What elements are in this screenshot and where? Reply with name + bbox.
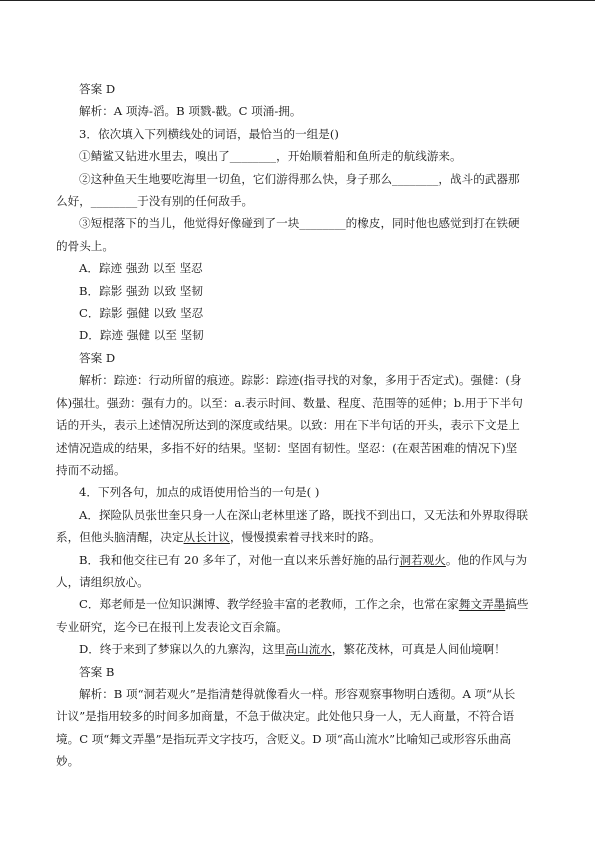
option-text: ，慢慢摸索着寻找来时的路。 xyxy=(229,530,381,545)
question-4-option-d-line-1 xyxy=(56,638,542,660)
question-4-option-a-line-2 xyxy=(56,526,542,548)
question-3-sentence-2-line-1: ②这种鱼天生地要吃海里一切鱼，它们游得那么快，身子那么________，战斗的武器那 xyxy=(79,171,520,186)
option-text: 系，但他头脑清醒，决定 xyxy=(56,530,184,545)
question-3-analysis-line-2: 体)强壮。强劲：强有力的。以至：a.表示时间、数量、程度、范围等的延伸；b.用于下半句 xyxy=(56,395,523,410)
question-3-analysis-line-4: 述情况造成的结果，多指不好的结果。坚韧：坚固有韧性。坚忍：(在艰苦困难的情况下)坚 xyxy=(56,440,518,455)
underlined-idiom: 舞文弄墨 xyxy=(458,597,506,612)
option-text: D．终于来到了梦寐以久的九寨沟，这里 xyxy=(79,642,286,657)
option-text: 。他的作风与为 xyxy=(445,552,528,567)
question-3-option-d: D．踪迹 强健 以至 坚韧 xyxy=(79,328,204,343)
question-4-analysis-line-1: 解析：B 项“洞若观火”是指清楚得就像看火一样。形容观察事物明白透彻。A 项“从长 xyxy=(79,686,516,701)
question-3-option-b: B．踪影 强劲 以致 坚韧 xyxy=(79,283,203,298)
question-3-analysis-line-1: 解析：踪迹：行动所留的痕迹。踪影：踪迹(指寻找的对象，多用于否定式)。强健：(身 xyxy=(79,373,522,388)
question-3-option-c: C．踪影 强健 以致 坚忍 xyxy=(79,306,204,321)
question-4-analysis-line-3: 境。C 项“舞文弄墨”是指玩弄文字技巧，含贬义。D 项“高山流水”比喻知己或形容乐曲高 xyxy=(56,731,512,746)
question-4-option-a-line-1: A．探险队员张世奎只身一人在深山老林里迷了路，既找不到出口，又无法和外界取得联 xyxy=(79,507,528,522)
underlined-idiom: 洞若观火 xyxy=(399,552,446,567)
question-4-stem: 4．下列各句，加点的成语使用恰当的一句是( ) xyxy=(79,485,320,500)
option-text: 搞些 xyxy=(505,597,529,612)
question-3-sentence-3-line-2: 的骨头上。 xyxy=(56,238,114,253)
question-4-analysis-line-2: 计议”是指用较多的时间多加商量，不急于做决定。此处他只身一人，无人商量，不符合语 xyxy=(56,709,515,724)
question-4-option-b-line-1 xyxy=(56,549,542,571)
question-3-sentence-2-line-2: 么好，________于没有别的任何敌手。 xyxy=(56,194,254,209)
question-4-answer: 答案 B xyxy=(79,664,115,679)
question-3-sentence-3-line-1: ③短棍落下的当儿，他觉得好像碰到了一块________的橡皮，同时他也感觉到打在铁硬 xyxy=(79,216,520,231)
question-3-stem: 3．依次填入下列横线处的词语，最恰当的一组是() xyxy=(79,126,339,141)
option-text: B．我和他交往已有 20 多年了，对他一直以来乐善好施的品行 xyxy=(79,552,400,567)
question-4-option-c-line-2: 专业研究，迄今已在报刊上发表论文百余篇。 xyxy=(56,619,288,634)
question-3-option-a: A．踪迹 强劲 以至 坚忍 xyxy=(79,261,203,276)
answer-label: 答案 D xyxy=(79,82,116,96)
question-4-option-b-line-2: 人，请组织放心。 xyxy=(56,574,149,589)
underlined-idiom: 从长计议 xyxy=(183,530,230,545)
option-text: ，繁花茂林，可真是人间仙境啊！ xyxy=(331,642,506,657)
question-3-analysis-line-3: 话的开头，表示上述情况所达到的深度或结果。以致：用在下半句话的开头，表示下文是上 xyxy=(56,418,520,433)
underlined-idiom: 高山流水 xyxy=(285,642,332,657)
document-body xyxy=(56,78,542,773)
page-top-rule xyxy=(0,0,595,1)
analysis-text: 解析：A 项涛-滔。B 项戮-戳。C 项涌-拥。 xyxy=(79,104,302,119)
question-3-answer: 答案 D xyxy=(79,350,116,365)
question-3-sentence-1: ①鲭鲨又钻进水里去，嗅出了________，开始顺着船和鱼所走的航线游来。 xyxy=(79,149,462,164)
question-4-analysis-line-4: 妙。 xyxy=(56,754,80,769)
option-text: C．郑老师是一位知识渊博、教学经验丰富的老教师，工作之余，也常在家 xyxy=(79,597,459,612)
question-3-analysis-line-5: 持而不动摇。 xyxy=(56,462,126,477)
question-4-option-c-line-1 xyxy=(56,593,542,615)
